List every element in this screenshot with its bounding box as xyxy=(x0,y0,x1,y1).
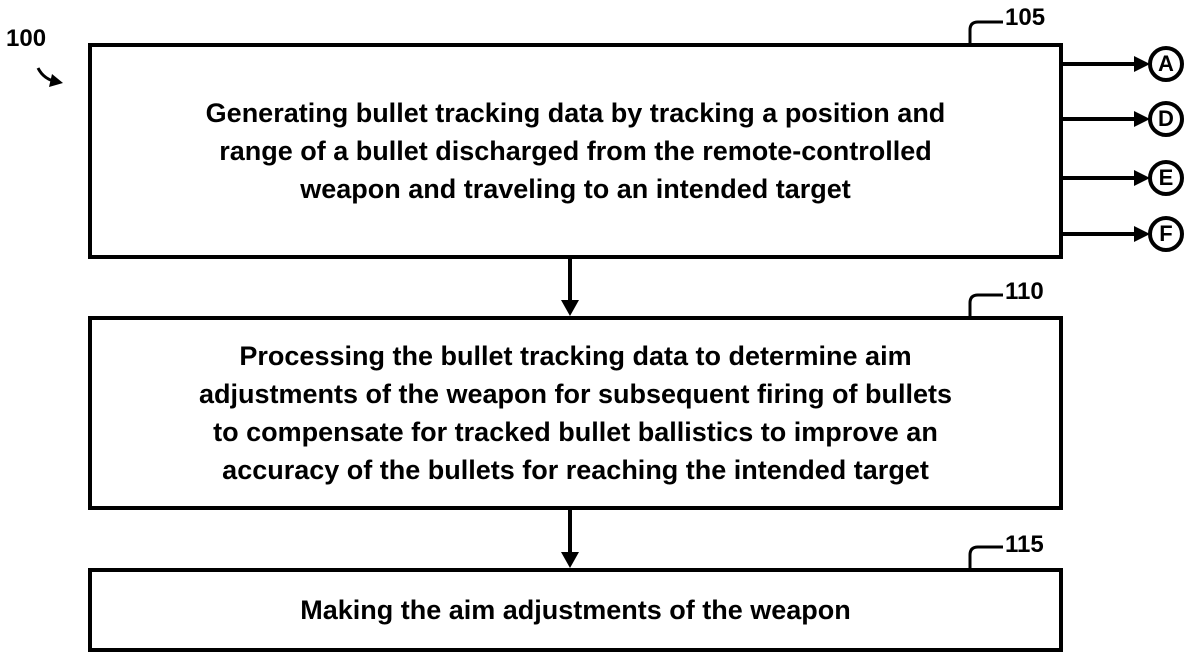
step-box-110 xyxy=(88,316,1063,510)
connector-arrowhead-f xyxy=(1134,226,1150,242)
step-text-115: Making the aim adjustments of the weapon xyxy=(300,595,851,625)
flow-arrowhead-105-110 xyxy=(561,300,579,316)
ref-115-leader xyxy=(970,547,1003,568)
connector-label-a: A xyxy=(1158,51,1174,76)
ref-105-leader xyxy=(970,22,1003,43)
ref-110-leader xyxy=(970,295,1003,316)
step-reference-115: 115 xyxy=(1005,531,1044,558)
ref-100-arrowhead xyxy=(49,74,63,87)
figure-reference-number: 100 xyxy=(6,25,47,52)
step-box-105 xyxy=(88,43,1063,259)
flow-arrowhead-110-115 xyxy=(561,552,579,568)
connector-label-e: E xyxy=(1158,165,1174,190)
connector-label-d: D xyxy=(1158,106,1174,131)
step-reference-105: 105 xyxy=(1005,4,1046,31)
step-text-110: Processing the bullet tracking data to determine aim adjustments of the weapon for subsequent firing of bullets to compensate for tracked bullet ballistics to improve an accuracy of the bullets for reaching the intended target xyxy=(198,341,953,485)
step-box-115 xyxy=(88,568,1063,652)
connector-arrowhead-a xyxy=(1134,56,1150,72)
connector-arrowhead-e xyxy=(1134,170,1150,186)
step-reference-110: 110 xyxy=(1005,278,1044,305)
step-text-105: Generating bullet tracking data by tracking a position and range of a bullet discharged from the remote-controlled weapon and traveling to an intended target xyxy=(205,98,946,204)
connector-label-f: F xyxy=(1159,221,1173,246)
connector-arrowhead-d xyxy=(1134,111,1150,127)
